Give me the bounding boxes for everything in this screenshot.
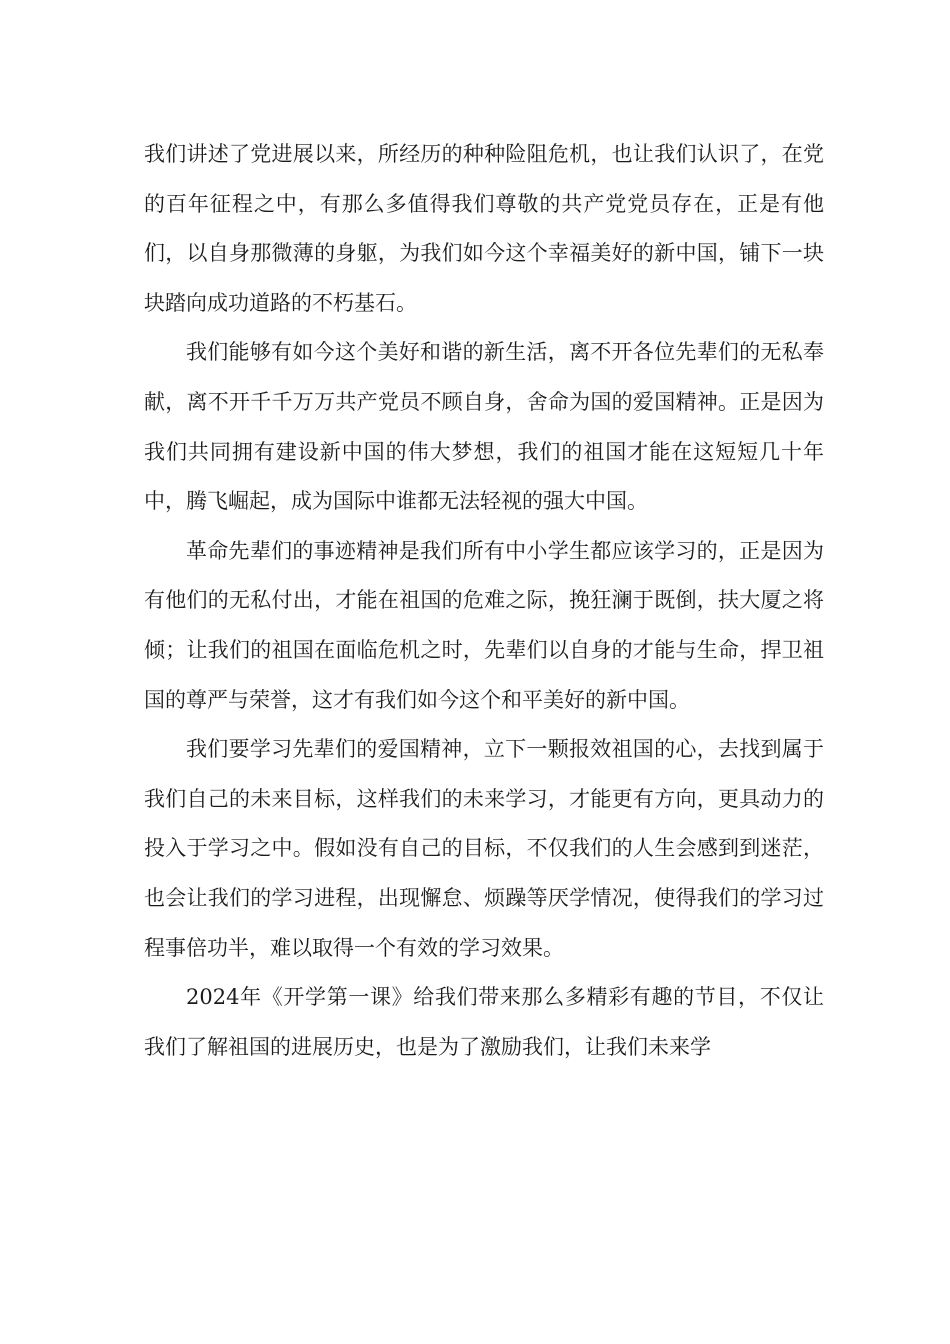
paragraph-2: 我们能够有如今这个美好和谐的新生活，离不开各位先辈们的无私奉献，离不开千千万万共产党员不顾自身，舍命为国的爱国精神。正是因为我们共同拥有建设新中国的伟大梦想，我们的祖国才能在这短短几十年中，腾飞崛起，成为国际中谁都无法轻视的强大中国。 <box>144 340 824 514</box>
paragraph-4: 我们要学习先辈们的爱国精神，立下一颗报效祖国的心，去找到属于我们自己的未来目标，这样我们的未来学习，才能更有方向，更具动力的投入于学习之中。假如没有自己的目标，不仅我们的人生会感到到迷茫，也会让我们的学习进程，出现懈怠、烦躁等厌学情况，使得我们的学习过程事倍功半，难以取得一个有效的学习效果。 <box>144 737 824 960</box>
paragraph-1: 我们讲述了党进展以来，所经历的种种险阻危机，也让我们认识了，在党的百年征程之中，有那么多值得我们尊敬的共产党党员存在，正是有他们，以自身那微薄的身躯，为我们如今这个幸福美好的新中国，铺下一块块踏向成功道路的不朽基石。 <box>144 142 824 315</box>
paragraph-3: 革命先辈们的事迹精神是我们所有中小学生都应该学习的，正是因为有他们的无私付出，才能在祖国的危难之际，挽狂澜于既倒，扶大厦之将倾；让我们的祖国在面临危机之时，先辈们以自身的才能与生命，捍卫祖国的尊严与荣誉，这才有我们如今这个和平美好的新中国。 <box>144 538 824 712</box>
paragraph-5: 2024年《开学第一课》给我们带来那么多精彩有趣的节目，不仅让我们了解祖国的进展历史，也是为了激励我们，让我们未来学 <box>144 985 824 1059</box>
document-body <box>144 130 824 1072</box>
